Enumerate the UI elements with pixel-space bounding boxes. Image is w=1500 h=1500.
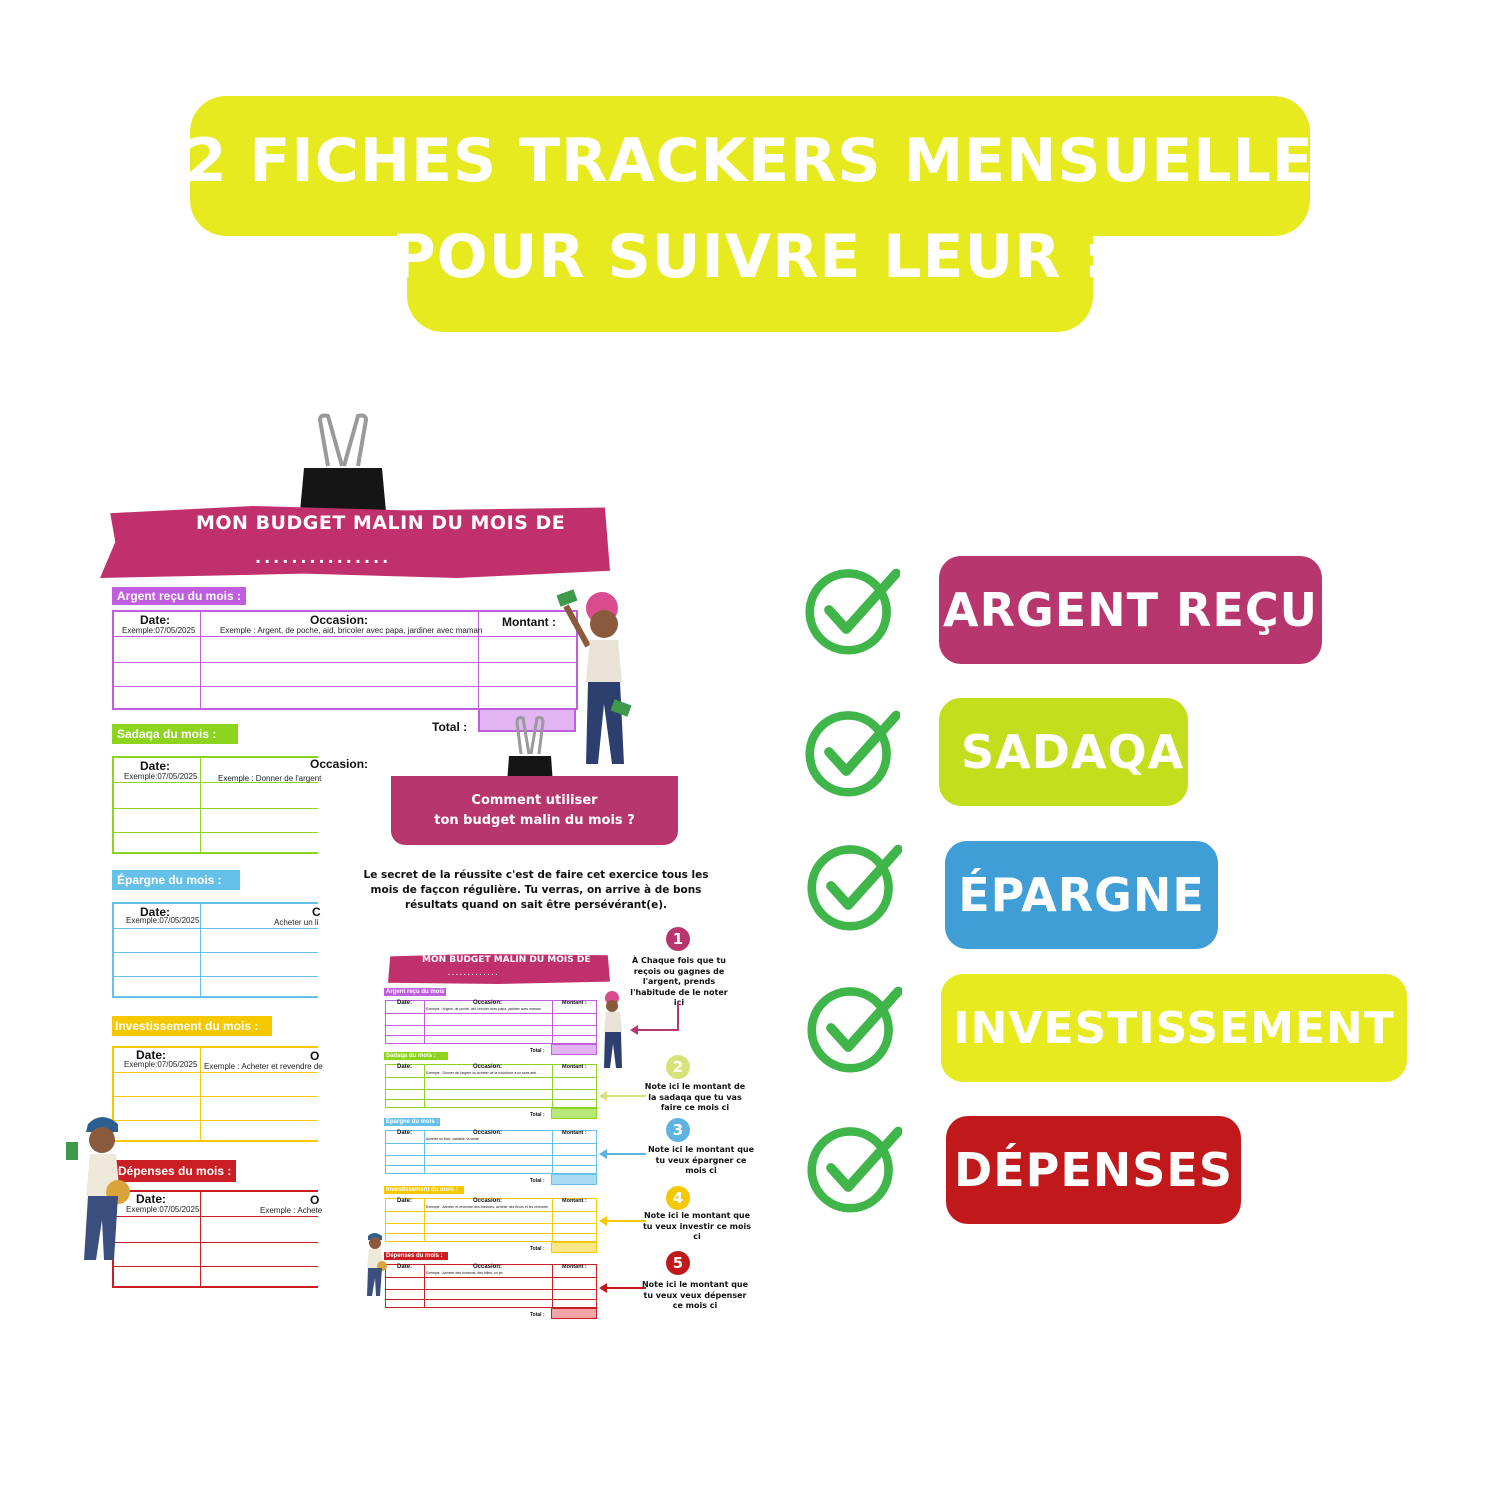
header-title-line2: POUR SUIVRE LEUR : bbox=[391, 222, 1109, 292]
date-header: Date: bbox=[136, 1048, 167, 1062]
section-label-sadaqa: Sadaqa du mois : bbox=[112, 724, 238, 744]
mini-montant-header: Montant : bbox=[562, 1064, 587, 1070]
section-label-depenses: Dépenses du mois : bbox=[112, 1160, 236, 1182]
mini-date-header: Date: bbox=[397, 1000, 413, 1006]
mini-title: MON BUDGET MALIN DU MOIS DE bbox=[422, 955, 591, 965]
arrow-icon bbox=[598, 1090, 648, 1102]
date-example: Exemple:07/05/2025 bbox=[126, 1205, 200, 1214]
mini-occasion-example: Exemple : Argent, de poche, aid, bricoler avec papa, jardiner avec maman bbox=[426, 1007, 541, 1011]
total-label: Total : bbox=[432, 720, 468, 734]
mini-occasion-example: Exemple : Acheter des bonbons, des billes, un jeu bbox=[426, 1271, 504, 1275]
mini-table bbox=[385, 1130, 597, 1174]
occasion-example: Acheter un li bbox=[274, 918, 319, 927]
sheet-title-dots: ............... bbox=[255, 548, 392, 567]
category-epargne: ÉPARGNE bbox=[945, 841, 1218, 949]
date-example: Exemple:07/05/2025 bbox=[124, 1060, 198, 1069]
mini-total-label: Total : bbox=[530, 1312, 545, 1318]
girl-illustration bbox=[552, 586, 642, 776]
mini-date-header: Date: bbox=[397, 1264, 413, 1270]
table-epargne bbox=[112, 902, 321, 998]
occasion-example: Exemple : Donner de l'argent bbox=[218, 774, 322, 783]
mini-section-label: Investissement du mois : bbox=[384, 1186, 464, 1194]
arrow-icon bbox=[628, 1000, 682, 1036]
montant-header: Montant : bbox=[502, 615, 556, 629]
mini-occasion-header: Occasion: bbox=[473, 1198, 503, 1204]
mini-total-label: Total : bbox=[530, 1246, 545, 1252]
mini-montant-header: Montant : bbox=[562, 1198, 587, 1204]
occasion-header: C bbox=[312, 905, 321, 919]
boy-illustration bbox=[62, 1110, 138, 1270]
occasion-header: Occasion: bbox=[310, 613, 369, 627]
mini-montant-header: Montant : bbox=[562, 1264, 587, 1270]
mini-section-label: Sadaqa du mois : bbox=[384, 1052, 448, 1060]
binder-clip-icon bbox=[298, 412, 388, 516]
step-4-text: Note ici le montant que tu veux investir ce mois ci bbox=[642, 1211, 751, 1241]
category-argent-recu: ARGENT REÇU bbox=[939, 556, 1322, 664]
how-to-title-line1: Comment utiliser bbox=[471, 792, 598, 808]
sheet-title: MON BUDGET MALIN DU MOIS DE bbox=[196, 512, 566, 534]
mini-montant-header: Montant : bbox=[562, 1130, 587, 1136]
occasion-example: Exemple : Argent, de poche, aid, bricoler avec papa, jardiner avec maman bbox=[220, 626, 483, 635]
arrow-icon bbox=[598, 1148, 648, 1160]
date-example: Exemple:07/05/2025 bbox=[124, 772, 198, 781]
mini-section-label: Épargne du mois : bbox=[386, 1119, 439, 1125]
mini-total-cell bbox=[551, 1044, 597, 1055]
mini-date-header: Date: bbox=[397, 1064, 413, 1070]
mini-section-label: Argent reçu du mois bbox=[386, 989, 445, 995]
mini-total-cell bbox=[551, 1108, 597, 1119]
how-to-title-line2: ton budget malin du mois ? bbox=[434, 812, 635, 828]
category-investissement: INVESTISSEMENT bbox=[941, 974, 1407, 1082]
date-header: Date: bbox=[140, 905, 171, 919]
mini-title-dots: ............. bbox=[448, 970, 500, 977]
table-depenses bbox=[112, 1190, 323, 1288]
mini-montant-header: Montant : bbox=[562, 1000, 587, 1006]
mini-date-header: Date: bbox=[397, 1198, 413, 1204]
occasion-header: O bbox=[310, 1193, 320, 1207]
girl-illustration-small bbox=[592, 990, 626, 1072]
mini-section-label: Dépenses du mois : bbox=[384, 1252, 448, 1260]
step-3-text: Note ici le montant que tu veux épargner ce mois ci bbox=[647, 1145, 755, 1175]
step-3-badge: 3 bbox=[666, 1118, 690, 1142]
occasion-header: Occasion: bbox=[310, 757, 369, 771]
mini-total-cell bbox=[551, 1308, 597, 1319]
mini-total-label: Total : bbox=[530, 1178, 545, 1184]
check-icon bbox=[804, 560, 900, 656]
section-label-epargne: Épargne du mois : bbox=[112, 870, 240, 890]
mini-total-cell bbox=[551, 1242, 597, 1253]
table-investissement bbox=[112, 1046, 323, 1142]
boy-illustration-small bbox=[358, 1230, 390, 1300]
section-label-argent-recu: Argent reçu du mois : bbox=[112, 587, 246, 605]
step-1-text: À Chaque fois que tu reçois ou gagnes de l'argent, prends l'habitude de le noter ici bbox=[630, 956, 728, 1007]
check-icon bbox=[806, 978, 902, 1074]
date-header: Date: bbox=[136, 1192, 167, 1206]
mini-occasion-header: Occasion: bbox=[473, 1000, 503, 1006]
step-5-badge: 5 bbox=[666, 1251, 690, 1275]
mini-occasion-header: Occasion: bbox=[473, 1064, 503, 1070]
category-depenses: DÉPENSES bbox=[946, 1116, 1241, 1224]
occasion-example: Exemple : Acheter et revendre de bbox=[204, 1062, 323, 1071]
mini-total-cell bbox=[551, 1174, 597, 1185]
mini-occasion-header: Occasion: bbox=[473, 1264, 503, 1270]
arrow-icon bbox=[598, 1282, 648, 1294]
step-2-text: Note ici le montant de la sadaqa que tu vas faire ce mois ci bbox=[644, 1082, 746, 1112]
arrow-icon bbox=[598, 1215, 648, 1227]
mini-occasion-example: Acheter un livre, cartable, la veste bbox=[426, 1137, 479, 1141]
date-header: Date: bbox=[140, 613, 171, 627]
check-icon bbox=[806, 1118, 902, 1214]
table-argent-recu bbox=[112, 610, 578, 710]
mini-total-label: Total : bbox=[530, 1048, 545, 1054]
occasion-header: O bbox=[310, 1049, 320, 1063]
mini-date-header: Date: bbox=[397, 1130, 413, 1136]
date-header: Date: bbox=[140, 759, 171, 773]
mini-total-label: Total : bbox=[530, 1112, 545, 1118]
check-icon bbox=[804, 702, 900, 798]
how-to-title-box bbox=[391, 776, 678, 845]
occasion-example: Exemple : Achete bbox=[260, 1206, 323, 1215]
date-example: Exemple:07/05/2025 bbox=[122, 626, 196, 635]
section-label-investissement: Investissement du mois : bbox=[112, 1016, 272, 1036]
check-icon bbox=[806, 836, 902, 932]
table-sadaqa bbox=[112, 756, 322, 854]
step-5-text: Note ici le montant que tu veux veux dépenser ce mois ci bbox=[641, 1280, 749, 1310]
mini-occasion-header: Occasion: bbox=[473, 1130, 503, 1136]
step-4-badge: 4 bbox=[666, 1186, 690, 1210]
step-2-badge: 2 bbox=[666, 1055, 690, 1079]
step-1-badge: 1 bbox=[666, 927, 690, 951]
date-example: Exemple:07/05/2025 bbox=[126, 916, 200, 925]
mini-occasion-example: Exemple : Acheter et revendre des bonbons, acheter des fleurs et les revendre bbox=[426, 1205, 548, 1209]
mini-occasion-example: Exemple : Donner de l'argent ou acheter de la nourriture à un sans abri bbox=[426, 1071, 537, 1075]
category-sadaqa: SADAQA bbox=[939, 698, 1188, 806]
intro-text: Le secret de la réussite c'est de faire cet exercice tous les mois de façcon régulière. Tu verras, on arrive à de bons résultats quand on sait être persévérant(e). bbox=[363, 869, 709, 911]
header-title-line1: 12 FICHES TRACKERS MENSUELLES bbox=[142, 126, 1358, 196]
